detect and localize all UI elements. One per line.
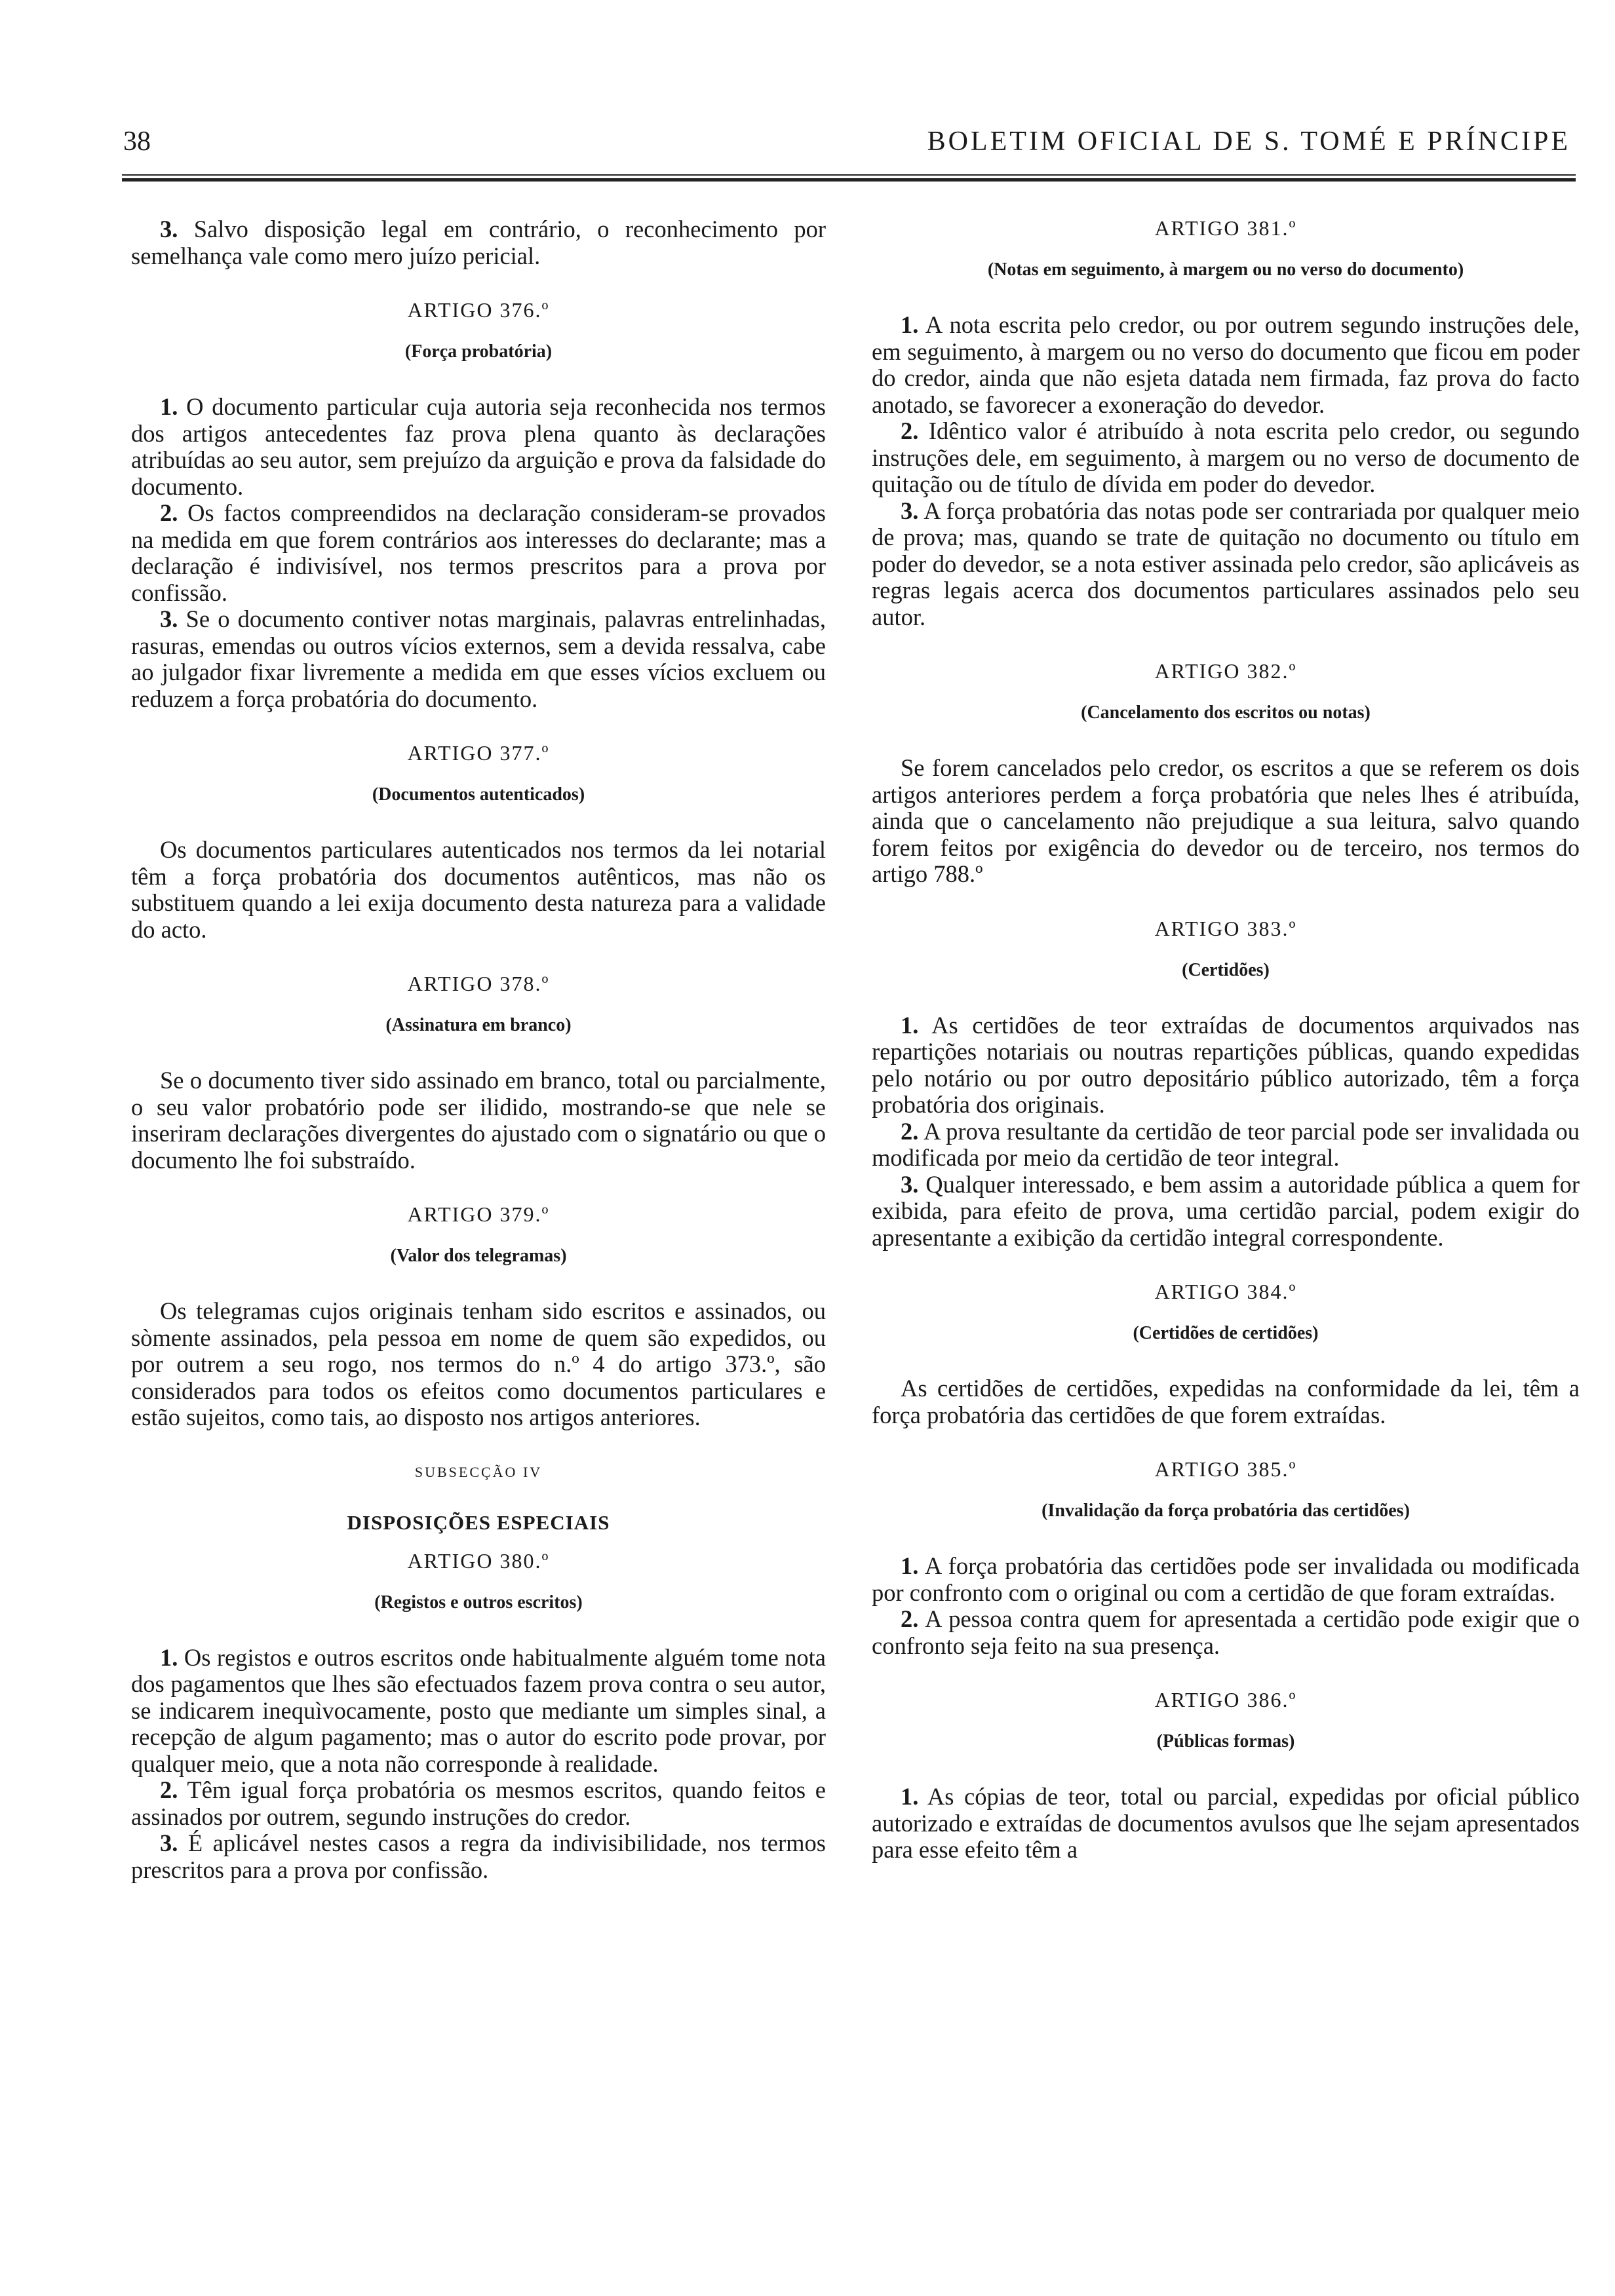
publication-title: BOLETIM OFICIAL DE S. TOMÉ E PRÍNCIPE	[927, 126, 1570, 157]
paragraph: 1. As certidões de teor extraídas de documentos arquivados nas repartições notariais ou noutras repartições públicas, quando expedidas pelo notário ou por outro depositário público autorizado, têm a força probatória dos originais.	[872, 1011, 1580, 1118]
article-heading: ARTIGO 386.º	[1154, 1688, 1297, 1712]
article-heading: ARTIGO 380.º	[407, 1548, 550, 1573]
article-title: (Cancelamento dos escritos ou notas)	[1081, 702, 1371, 723]
paragraph: 1. A nota escrita pelo credor, ou por outrem segundo instruções dele, em seguimento, à margem ou no verso do documento que ficou em poder do credor, ainda que não esjeta datada nem firmada, faz prova do facto anotado, se favorecer a exoneração do devedor.	[872, 311, 1580, 418]
article-title: (Certidões de certidões)	[1133, 1323, 1319, 1343]
paragraph: Se forem cancelados pelo credor, os escritos a que se referem os dois artigos anteriores perdem a força probatória que neles lhes é atribuída, ainda que o cancelamento não prejudique a sua leitura, salvo quando forem feitos por exigência do devedor ou de terceiro, nos termos do artigo 788.º	[872, 754, 1580, 887]
article-heading: ARTIGO 381.º	[1154, 216, 1297, 240]
paragraph: 2. Idêntico valor é atribuído à nota escrita pelo credor, ou segundo instruções dele, em seguimento, à margem ou no verso de documento de quitação ou de título de dívida em poder do devedor.	[872, 417, 1580, 497]
article-heading: ARTIGO 384.º	[1154, 1280, 1297, 1303]
header-rule-thin	[122, 174, 1576, 176]
paragraph: Os telegramas cujos originais tenham sido escritos e assinados, ou sòmente assinados, pela pessoa em nome de quem são expedidos, ou por outrem a seu rogo, nos termos do n.º 4 do artigo 373.º, são considerados para todos os efeitos como documentos particulares e estão sujeitos, como tais, ao disposto nos artigos anteriores.	[131, 1297, 826, 1430]
section-title: DISPOSIÇÕES ESPECIAIS	[347, 1510, 610, 1534]
paragraph: 3. A força probatória das notas pode ser contrariada por qualquer meio de prova; mas, quando se trate de quitação no documento ou título em poder do devedor, se a nota estiver assinada pelo credor, são aplicáveis as regras legais acerca dos documentos particulares assinados pelo seu autor.	[872, 497, 1580, 630]
paragraph: 1. O documento particular cuja autoria seja reconhecida nos termos dos artigos antecedentes faz prova plena quanto às declarações atribuídas ao seu autor, sem prejuízo da arguição e prova da falsidade do documento.	[131, 393, 826, 500]
paragraph: 3. É aplicável nestes casos a regra da indivisibilidade, nos termos prescritos para a prova por confissão.	[131, 1829, 827, 1883]
paragraph: 3. Salvo disposição legal em contrário, o reconhecimento por semelhança vale como mero juízo pericial.	[131, 216, 827, 269]
paragraph: As certidões de certidões, expedidas na conformidade da lei, têm a força probatória das certidões de que forem extraídas.	[872, 1375, 1580, 1428]
paragraph: 2. A pessoa contra quem for apresentada a certidão pode exigir que o confronto seja feito na sua presença.	[872, 1605, 1580, 1659]
article-heading: ARTIGO 377.º	[407, 741, 550, 765]
page-number: 38	[123, 126, 151, 157]
header-rule-thick	[122, 178, 1576, 182]
paragraph: Os documentos particulares autenticados nos termos da lei notarial têm a força probatória dos documentos autênticos, mas não os substituem quando a lei exija documento desta natureza para a validade do acto.	[131, 836, 826, 943]
article-title: (Certidões)	[1182, 959, 1270, 980]
paragraph: 3. Se o documento contiver notas marginais, palavras entrelinhadas, rasuras, emendas ou outros vícios externos, sem a devida ressalva, cabe ao julgador fixar livremente a medida em que esses vícios excluem ou reduzem a força probatória do documento.	[131, 605, 826, 712]
paragraph: 2. A prova resultante da certidão de teor parcial pode ser invalidada ou modificada por meio da certidão de teor integral.	[872, 1117, 1580, 1171]
paragraph: 3. Qualquer interessado, e bem assim a autoridade pública a quem for exibida, para efeito de prova, uma certidão parcial, podem exigir do apresentante a exibição da certidão integral correspondente.	[872, 1170, 1580, 1251]
subsection-label: SUBSECÇÃO IV	[414, 1463, 543, 1480]
right-column	[872, 216, 1580, 1864]
article-heading: ARTIGO 376.º	[407, 298, 550, 322]
paragraph: Se o documento tiver sido assinado em branco, total ou parcialmente, o seu valor probatório pode ser ilidido, mostrando-se que nele se inseriram declarações divergentes do ajustado com o signatário ou que o documento lhe foi substraído.	[131, 1067, 826, 1174]
paragraph: 1. A força probatória das certidões pode ser invalidada ou modificada por confronto com o original ou com a certidão de que foram extraídas.	[872, 1552, 1580, 1606]
article-heading: ARTIGO 383.º	[1154, 916, 1297, 940]
article-heading: ARTIGO 378.º	[407, 972, 550, 995]
article-title: (Assinatura em branco)	[385, 1015, 572, 1035]
article-title: (Notas em seguimento, à margem ou no verso do documento)	[987, 259, 1464, 280]
article-title: (Documentos autenticados)	[372, 784, 585, 805]
paragraph: 1. Os registos e outros escritos onde habitualmente alguém tome nota dos pagamentos que lhes são efectuados fazem prova contra o seu autor, se indicarem inequìvocamente, posto que mediante um simples sinal, a recepção de algum pagamento; mas o autor do escrito pode provar, por qualquer meio, que a nota não corresponde à realidade.	[131, 1643, 826, 1777]
article-title: (Invalidação da força probatória das certidões)	[1041, 1501, 1410, 1521]
left-column	[131, 216, 826, 1883]
article-title: (Públicas formas)	[1156, 1731, 1295, 1751]
article-heading: ARTIGO 382.º	[1154, 659, 1297, 683]
article-title: (Força probatória)	[404, 341, 553, 362]
article-title: (Valor dos telegramas)	[390, 1246, 567, 1266]
paragraph: 1. As cópias de teor, total ou parcial, expedidas por oficial público autorizado e extraídas de documentos avulsos que lhe sejam apresentados para esse efeito têm a	[872, 1783, 1580, 1863]
paragraph: 2. Os factos compreendidos na declaração consideram-se provados na medida em que forem contrários aos interesses do declarante; mas a declaração é indivisível, nos termos prescritos para a prova por confissão.	[131, 499, 826, 606]
paragraph: 2. Têm igual força probatória os mesmos escritos, quando feitos e assinados por outrem, segundo instruções do credor.	[131, 1776, 827, 1830]
article-heading: ARTIGO 379.º	[407, 1202, 550, 1226]
article-title: (Registos e outros escritos)	[374, 1592, 583, 1613]
article-heading: ARTIGO 385.º	[1154, 1457, 1297, 1481]
